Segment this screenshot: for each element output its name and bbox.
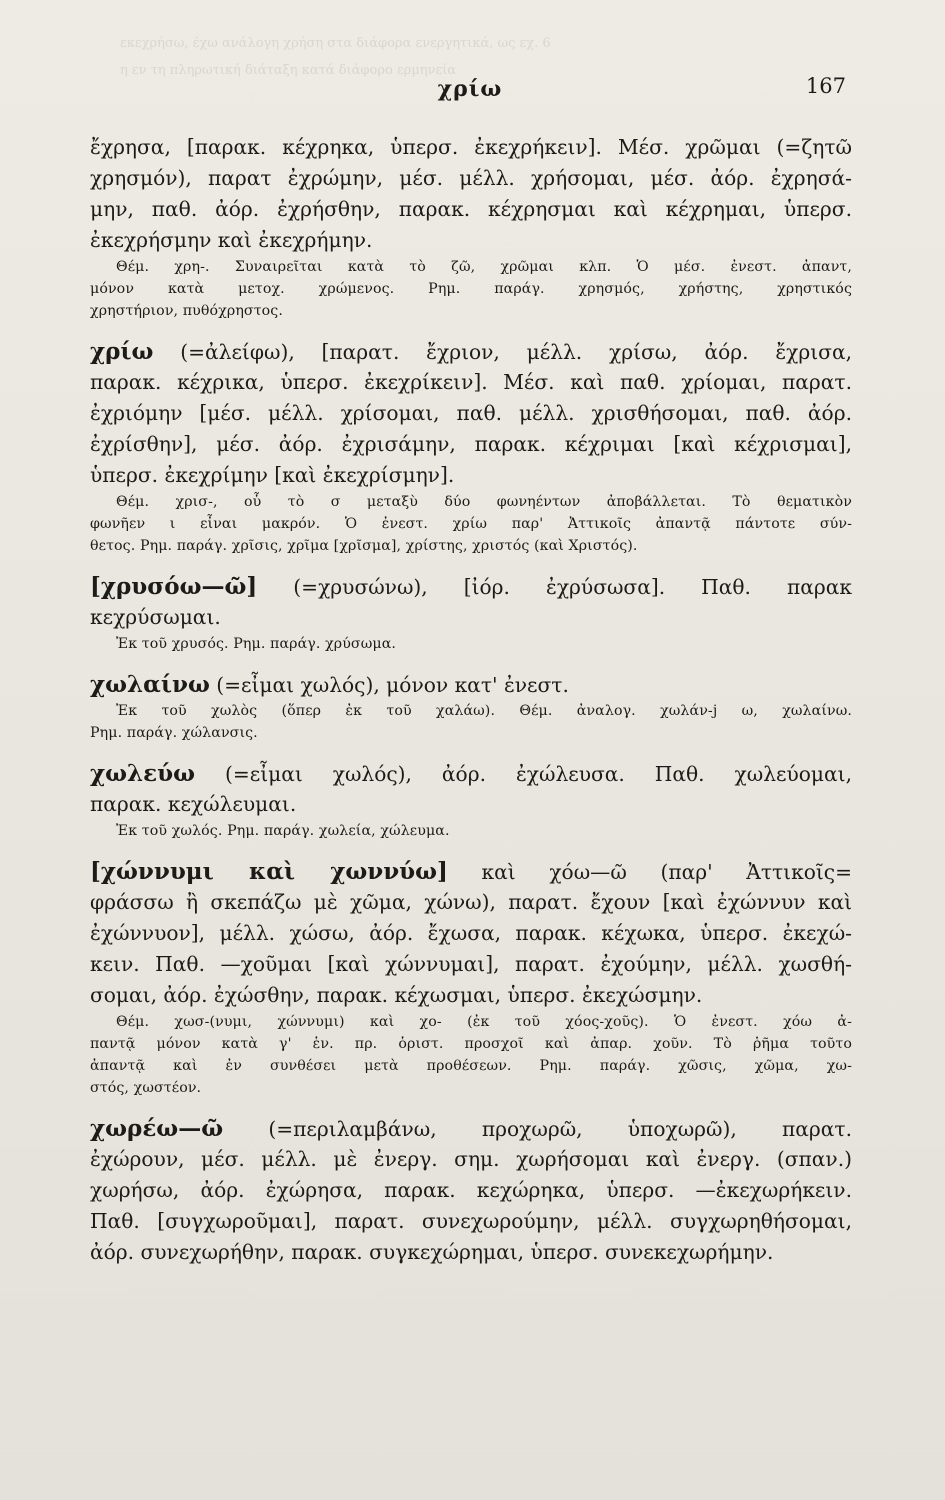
entry-line [90, 398, 852, 429]
dictionary-entry-chonnymi [90, 856, 852, 1099]
line-text: (=εἶμαι χωλός), μόνον κατ' ἐνεστ. [216, 673, 569, 697]
line-text: Θέμ. χρισ-, οὗ τὸ σ μεταξὺ δύο φωνηέντων ἀποβάλλεται. Τὸ θεματικὸν [116, 494, 852, 510]
line-text: Θέμ. χρη-. Συναιρεῖται κατὰ τὸ ζῶ, χρῶμαι κλπ. Ὁ μέσ. ἐνεστ. ἀπαντ, [116, 259, 852, 275]
line-text: χωρήσω, ἀόρ. ἐχώρησα, παρακ. κεχώρηκα, ὑπερσ. —ἐκεχωρήκειν. [90, 1178, 852, 1202]
entry-line [90, 789, 852, 820]
entry-line [90, 429, 852, 460]
page-header [90, 76, 850, 106]
entry-line [90, 367, 852, 398]
etymology-line [90, 1055, 852, 1077]
entry-line [90, 1206, 852, 1237]
dictionary-entry-choreo [90, 1113, 852, 1268]
line-text: φωνῆεν ι εἶναι μακρόν. Ὁ ἐνεστ. χρίω παρ' Ἀττικοῖς ἀπαντᾷ πάντοτε σύν- [90, 516, 852, 532]
line-text: (=εἶμαι χωλός), ἀόρ. ἐχώλευσα. Παθ. χωλεύομαι, [224, 762, 852, 786]
headword: [χρυσόω—ῶ] [90, 573, 258, 600]
etymology-line [90, 722, 852, 744]
entry-line [90, 1144, 852, 1175]
entry-line [90, 336, 852, 367]
entry-line [90, 980, 852, 1011]
line-text: ἀόρ. συνεχωρήθην, παρακ. συγκεχώρημαι, ὑπερσ. συνεκεχωρήμην. [90, 1240, 774, 1264]
bleed-through-line: εκεχρήσω, έχω ανάλογη χρήση στα διάφορα ενεργητικά, ως εχ. 6 [120, 36, 551, 51]
line-text: μόνον κατὰ μετοχ. χρώμενος. Ρημ. παράγ. χρησμός, χρήστης, χρηστικός [90, 281, 852, 297]
entry-line [90, 1175, 852, 1206]
entry-line [90, 918, 852, 949]
line-text: Παθ. [συγχωροῦμαι], παρατ. συνεχωρούμην, μέλλ. συγχωρηθήσομαι, [90, 1209, 852, 1233]
etymology-line [90, 300, 852, 322]
line-text: ἐχώννυον], μέλλ. χώσω, ἀόρ. ἔχωσα, παρακ. κέχωκα, ὑπερσ. ἐκεχώ- [90, 921, 852, 945]
entry-line [90, 856, 852, 887]
dictionary-entry-chrio [90, 336, 852, 557]
line-text: Ἐκ τοῦ χρυσός. Ρημ. παράγ. χρύσωμα. [116, 636, 396, 652]
etymology-line [90, 1033, 852, 1055]
line-text: ἐχρίσθην], μέσ. ἀόρ. ἐχρισάμην, παρακ. κέχριμαι [καὶ κέχρισμαι], [90, 432, 852, 456]
etymology-line [90, 820, 852, 842]
line-text: (=ἀλείφω), [παρατ. ἔχριον, μέλλ. χρίσω, ἀόρ. ἔχρισα, [180, 340, 852, 364]
etymology-line [90, 491, 852, 513]
line-text: κειν. Παθ. —χοῦμαι [καὶ χώννυμαι], παρατ. ἐχούμην, μέλλ. χωσθή- [90, 952, 852, 976]
entry-line [90, 132, 852, 163]
line-text: Ἐκ τοῦ χωλὸς (ὅπερ ἐκ τοῦ χαλάω). Θέμ. ἀναλογ. χωλάν-j ω, χωλαίνω. [116, 703, 852, 719]
dictionary-entry-chrysoo [90, 571, 852, 655]
line-text: ὑπερσ. ἐκεχρίμην [καὶ ἐκεχρίσμην]. [90, 463, 455, 487]
line-text: κεχρύσωμαι. [90, 605, 221, 629]
entry-line [90, 669, 852, 700]
etymology-line [90, 700, 852, 722]
running-head: χρίω [437, 76, 503, 102]
line-text: Ρημ. παράγ. χώλανσις. [90, 725, 258, 741]
line-text: (=χρυσώνω), [ἰόρ. ἐχρύσωσα]. Παθ. παρακ [293, 575, 852, 599]
line-text: φράσσω ἢ σκεπάζω μὲ χῶμα, χώνω), παρατ. ἔχουν [καὶ ἐχώννυν καὶ [90, 890, 852, 914]
page-number: 167 [805, 74, 846, 98]
line-text: θετος. Ρημ. παράγ. χρῖσις, χρῖμα [χρῖσμα], χρίστης, χριστός (καὶ Χριστός). [90, 538, 638, 554]
entry-line [90, 949, 852, 980]
headword: χωλαίνω [90, 671, 210, 698]
line-text: Θέμ. χωσ-(νυμι, χώννυμι) καὶ χο- (ἐκ τοῦ χόος-χοῦς). Ὁ ἐνεστ. χόω ἀ- [116, 1014, 852, 1030]
entry-line [90, 163, 852, 194]
etymology-line [90, 1077, 852, 1099]
line-text: ἔχρησα, [παρακ. κέχρηκα, ὑπερσ. ἐκεχρήκειν]. Μέσ. χρῶμαι (=ζητῶ [90, 135, 852, 159]
line-text: ἐχώρουν, μέσ. μέλλ. μὲ ἐνεργ. σημ. χωρήσομαι καὶ ἐνεργ. (σπαν.) [90, 1147, 852, 1171]
line-text: μην, παθ. ἀόρ. ἐχρήσθην, παρακ. κέχρησμαι καὶ κέχρημαι, ὑπερσ. [90, 197, 852, 221]
headword: [χώννυμι καὶ χωννύω] [90, 858, 448, 885]
line-text: παρακ. κέχρικα, ὑπερσ. ἐκεχρίκειν]. Μέσ. καὶ παθ. χρίομαι, παρατ. [90, 370, 852, 394]
entry-line [90, 194, 852, 225]
etymology-line [90, 256, 852, 278]
line-text: ἐχριόμην [μέσ. μέλλ. χρίσομαι, παθ. μέλλ. χρισθήσομαι, παθ. ἀόρ. [90, 401, 852, 425]
etymology-line [90, 513, 852, 535]
etymology-line [90, 633, 852, 655]
etymology-line [90, 535, 852, 557]
etymology-line [90, 278, 852, 300]
dictionary-entry-chraomai [90, 132, 852, 322]
line-text: χρησμόν), παρατ ἐχρώμην, μέσ. μέλλ. χρήσομαι, μέσ. ἀόρ. ἐχρησά- [90, 166, 852, 190]
line-text: χρηστήριον, πυθόχρηστος. [90, 303, 283, 319]
line-text: παρακ. κεχώλευμαι. [90, 792, 297, 816]
entry-line [90, 1113, 852, 1144]
headword: χωρέω—ῶ [90, 1115, 224, 1142]
line-text: ἀπαντᾷ καὶ ἐν συνθέσει μετὰ προθέσεων. Ρημ. παράγ. χῶσις, χῶμα, χω- [90, 1058, 852, 1074]
entry-line [90, 460, 852, 491]
line-text: Ἐκ τοῦ χωλός. Ρημ. παράγ. χωλεία, χώλευμα. [116, 823, 450, 839]
line-text: (=περιλαμβάνω, προχωρῶ, ὑποχωρῶ), παρατ. [268, 1117, 852, 1141]
dictionary-entry-cholaino [90, 669, 852, 744]
line-text: καὶ χόω—ῶ (παρ' Ἀττικοῖς= [481, 860, 852, 884]
line-text: ἐκεχρήσμην καὶ ἐκεχρήμην. [90, 228, 373, 252]
line-text: σομαι, ἀόρ. ἐχώσθην, παρακ. κέχωσμαι, ὑπερσ. ἐκεχώσμην. [90, 983, 703, 1007]
entry-line [90, 758, 852, 789]
bleed-through-line: η εν τη πληρωτική διάταξη κατά διάφορο ερμηνεία [120, 63, 457, 78]
dictionary-entry-choleuo [90, 758, 852, 842]
line-text: παντᾷ μόνον κατὰ γ' ἑν. πρ. ὁριστ. προσχοῖ καὶ ἀπαρ. χοῦν. Τὸ ῥῆμα τοῦτο [90, 1036, 852, 1052]
dictionary-text [90, 132, 852, 1268]
entry-line [90, 1237, 852, 1268]
headword: χωλεύω [90, 760, 195, 787]
line-text: στός, χωστέον. [90, 1080, 202, 1096]
entry-line [90, 602, 852, 633]
entry-line [90, 225, 852, 256]
entry-line [90, 887, 852, 918]
etymology-line [90, 1011, 852, 1033]
headword: χρίω [90, 338, 154, 365]
entry-line [90, 571, 852, 602]
